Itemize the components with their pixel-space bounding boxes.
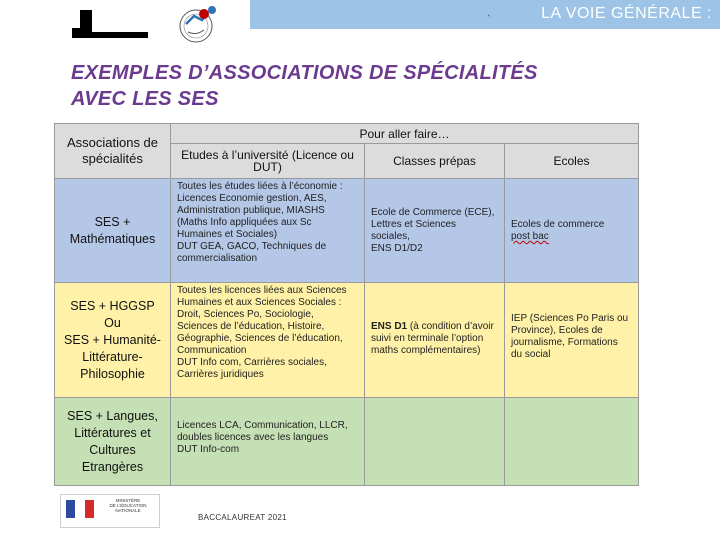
row-association: SES + Mathématiques [55, 179, 171, 283]
french-flag-icon [66, 500, 94, 518]
row-prepa-bold: ENS D1 [371, 321, 408, 332]
footer-text: BACCALAUREAT 2021 [198, 513, 287, 522]
header-ecoles: Ecoles [505, 144, 639, 179]
specialties-table [54, 123, 639, 486]
header-universite: Etudes à l’université (Licence ou DUT) [171, 144, 365, 179]
row-universite: Toutes les études liées à l’économie : Licences Economie gestion, AES, Administration publique, MIASHS (Maths Info appliquées aux Sc Humaines et Sociales) DUT GEA, GACO, Techniques de commercialisation [171, 179, 365, 283]
ministry-logo [60, 494, 160, 528]
school-emblem-icon [174, 2, 224, 46]
table-row [55, 283, 639, 398]
header-associations: Associations de spécialités [55, 124, 171, 179]
row-ecoles [505, 398, 639, 486]
row-prepa-text: (à condition d’avoir suivi en terminale l’option maths complémentaires) [371, 321, 494, 356]
row-ecoles [505, 179, 639, 283]
row-association: SES + HGGSP Ou SES + Humanité- Littérature- Philosophie [55, 283, 171, 398]
table-row [55, 398, 639, 486]
header-tick-mark: ` [487, 14, 491, 26]
header-pour-aller-faire: Pour aller faire… [171, 124, 639, 144]
row-prepa [365, 398, 505, 486]
page-title-line-2: AVEC LES SES [71, 88, 219, 110]
header-title: LA VOIE GÉNÉRALE : [541, 5, 712, 22]
row-ecoles-line-1: Ecoles de commerce [511, 219, 605, 230]
row-association: SES + Langues, Littératures et Cultures Etrangères [55, 398, 171, 486]
row-prepa: Ecole de Commerce (ECE), Lettres et Sciences sociales, ENS D1/D2 [365, 179, 505, 283]
page-title [71, 60, 671, 112]
row-universite: Toutes les licences liées aux Sciences Humaines et aux Sciences Sociales : Droit, Sciences Po, Sociologie, Sciences de l’éducation, Histoire, Géographie, Sciences de l’éducation, Communication DUT Info com, Carrières sociales, Carrières juridiques [171, 283, 365, 398]
page-title-line-1: EXEMPLES D’ASSOCIATIONS DE SPÉCIALITÉS [71, 62, 538, 84]
row-ecoles-line-2: post bac [511, 231, 549, 242]
academy-logo [80, 10, 148, 38]
table-row [55, 179, 639, 283]
ministry-name: MINISTÈRE DE L’ÉDUCATION NATIONALE [109, 498, 147, 513]
row-universite: Licences LCA, Communication, LLCR, doubles licences avec les langues DUT Info-com [171, 398, 365, 486]
header-classes-prepas: Classes prépas [365, 144, 505, 179]
row-ecoles: IEP (Sciences Po Paris ou Province), Ecoles de journalisme, Formations du social [505, 283, 639, 398]
row-prepa [365, 283, 505, 398]
